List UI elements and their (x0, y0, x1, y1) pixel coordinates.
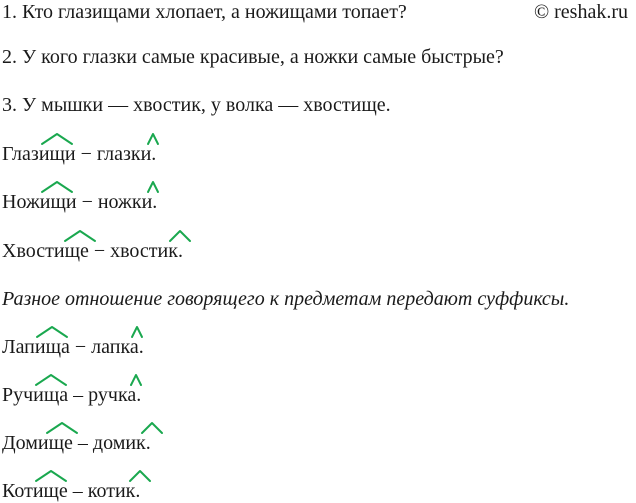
suffix-mark-domik (140, 420, 164, 436)
suffix-mark-kotik (128, 468, 152, 484)
suffix-conclusion: Разное отношение говорящего к предметам передают суффиксы. (2, 288, 570, 310)
word-pair-glaza: Глазищи − глазки. (2, 143, 157, 165)
suffix-mark-khvostik (168, 228, 192, 244)
word-pair-khvost: Хвостище − хвостик. (2, 240, 183, 262)
suffix-mark-ruchishcha (34, 372, 68, 388)
word-pair-dom: Домище – домик. (2, 432, 151, 454)
suffix-mark-nozhki (146, 179, 160, 195)
word-pair-kot: Котище – котик. (2, 480, 141, 502)
suffix-mark-kotishche (34, 468, 68, 484)
suffix-mark-glazki (146, 131, 160, 147)
suffix-mark-lapka (130, 324, 144, 340)
suffix-mark-nozhishchi (40, 179, 74, 195)
suffix-mark-glazishchi (40, 131, 74, 147)
question-2: 2. У кого глазки самые красивые, а ножки самые быстрые? (2, 46, 504, 68)
question-3: 3. У мышки — хвостик, у волка — хвостище. (2, 94, 391, 116)
word-pair-ruka: Ручища – ручка. (2, 384, 142, 406)
suffix-mark-khvostishche (63, 228, 97, 244)
watermark: © reshak.ru (533, 1, 628, 23)
question-1: 1. Кто глазищами хлопает, а ножищами топает? (2, 1, 407, 23)
suffix-mark-lapishcha (35, 324, 69, 340)
word-pair-lapa: Лапища − лапка. (2, 336, 144, 358)
suffix-mark-domishche (45, 420, 79, 436)
suffix-mark-ruchka (129, 372, 143, 388)
word-pair-nogi: Ножищи − ножки. (2, 191, 158, 213)
